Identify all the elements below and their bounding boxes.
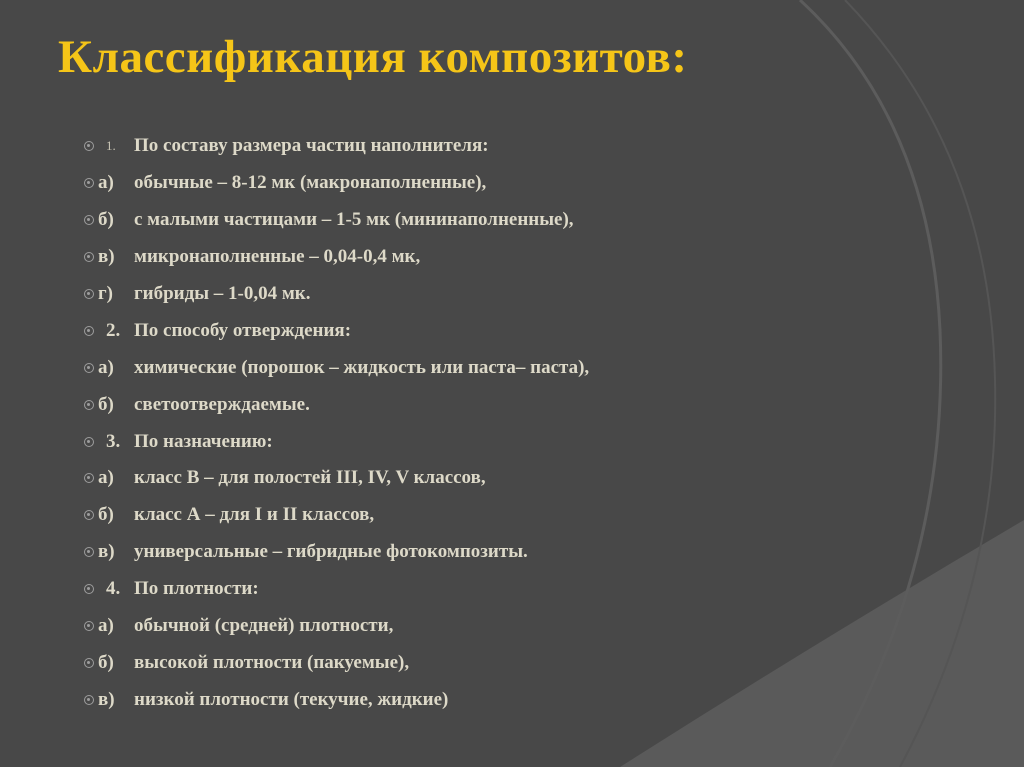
item-text: низкой плотности (текучие, жидкие): [134, 688, 449, 710]
item-text: обычные – 8-12 мк (макронаполненные),: [134, 172, 487, 194]
item-label: а): [98, 467, 114, 489]
item-label: 4.: [106, 578, 121, 600]
circle-bullet-icon: [84, 252, 94, 262]
circle-bullet-icon: [84, 400, 94, 410]
circle-bullet-icon: [84, 584, 94, 594]
item-text: с малыми частицами – 1-5 мк (мининаполненные),: [134, 209, 574, 231]
classification-list: [84, 128, 844, 718]
item-label: 2.: [106, 319, 121, 341]
item-text: По способу отверждения:: [134, 319, 352, 341]
list-item: [84, 312, 844, 349]
circle-bullet-icon: [84, 215, 94, 225]
list-item: [84, 460, 844, 497]
item-text: обычной (средней) плотности,: [134, 615, 394, 637]
circle-bullet-icon: [84, 658, 94, 668]
list-item: [84, 128, 844, 165]
circle-bullet-icon: [84, 547, 94, 557]
list-item: [84, 202, 844, 239]
item-label: в): [98, 246, 115, 268]
item-text: По плотности:: [134, 578, 259, 600]
list-item: [84, 276, 844, 313]
item-label: в): [98, 688, 115, 710]
item-label: б): [98, 393, 114, 415]
item-text: класс А – для I и II классов,: [134, 504, 375, 526]
circle-bullet-icon: [84, 473, 94, 483]
item-text: химические (порошок – жидкость или паста– паста),: [134, 356, 590, 378]
circle-bullet-icon: [84, 363, 94, 373]
list-item: [84, 608, 844, 645]
item-label: в): [98, 541, 115, 563]
item-label: а): [98, 615, 114, 637]
item-label: б): [98, 651, 114, 673]
item-label: а): [98, 172, 114, 194]
list-item: [84, 386, 844, 423]
list-item: [84, 165, 844, 202]
list-item: [84, 423, 844, 460]
circle-bullet-icon: [84, 621, 94, 631]
circle-bullet-icon: [84, 437, 94, 447]
item-text: По составу размера частиц наполнителя:: [134, 135, 489, 157]
list-item: [84, 644, 844, 681]
item-text: светоотверждаемые.: [134, 393, 310, 415]
item-label: а): [98, 356, 114, 378]
item-label: г): [98, 283, 113, 304]
list-item: [84, 534, 844, 571]
item-label: б): [98, 504, 114, 526]
item-label: 3.: [106, 430, 121, 452]
item-text: высокой плотности (пакуемые),: [134, 651, 410, 673]
list-item: [84, 349, 844, 386]
circle-bullet-icon: [84, 695, 94, 705]
item-text: микронаполненные – 0,04-0,4 мк,: [134, 246, 421, 268]
list-item: [84, 681, 844, 718]
circle-bullet-icon: [84, 141, 94, 151]
item-label: б): [98, 209, 114, 231]
item-text: универсальные – гибридные фотокомпозиты.: [134, 541, 528, 563]
circle-bullet-icon: [84, 510, 94, 520]
list-item: [84, 497, 844, 534]
item-text: гибриды – 1-0,04 мк.: [134, 283, 311, 304]
item-text: класс В – для полостей III, IV, V классов,: [134, 467, 486, 489]
circle-bullet-icon: [84, 178, 94, 188]
list-item: [84, 571, 844, 608]
slide-title: Классификация композитов:: [58, 31, 688, 83]
item-label: 1.: [106, 138, 116, 154]
circle-bullet-icon: [84, 326, 94, 336]
circle-bullet-icon: [84, 289, 94, 299]
list-item: [84, 239, 844, 276]
item-text: По назначению:: [134, 430, 273, 452]
